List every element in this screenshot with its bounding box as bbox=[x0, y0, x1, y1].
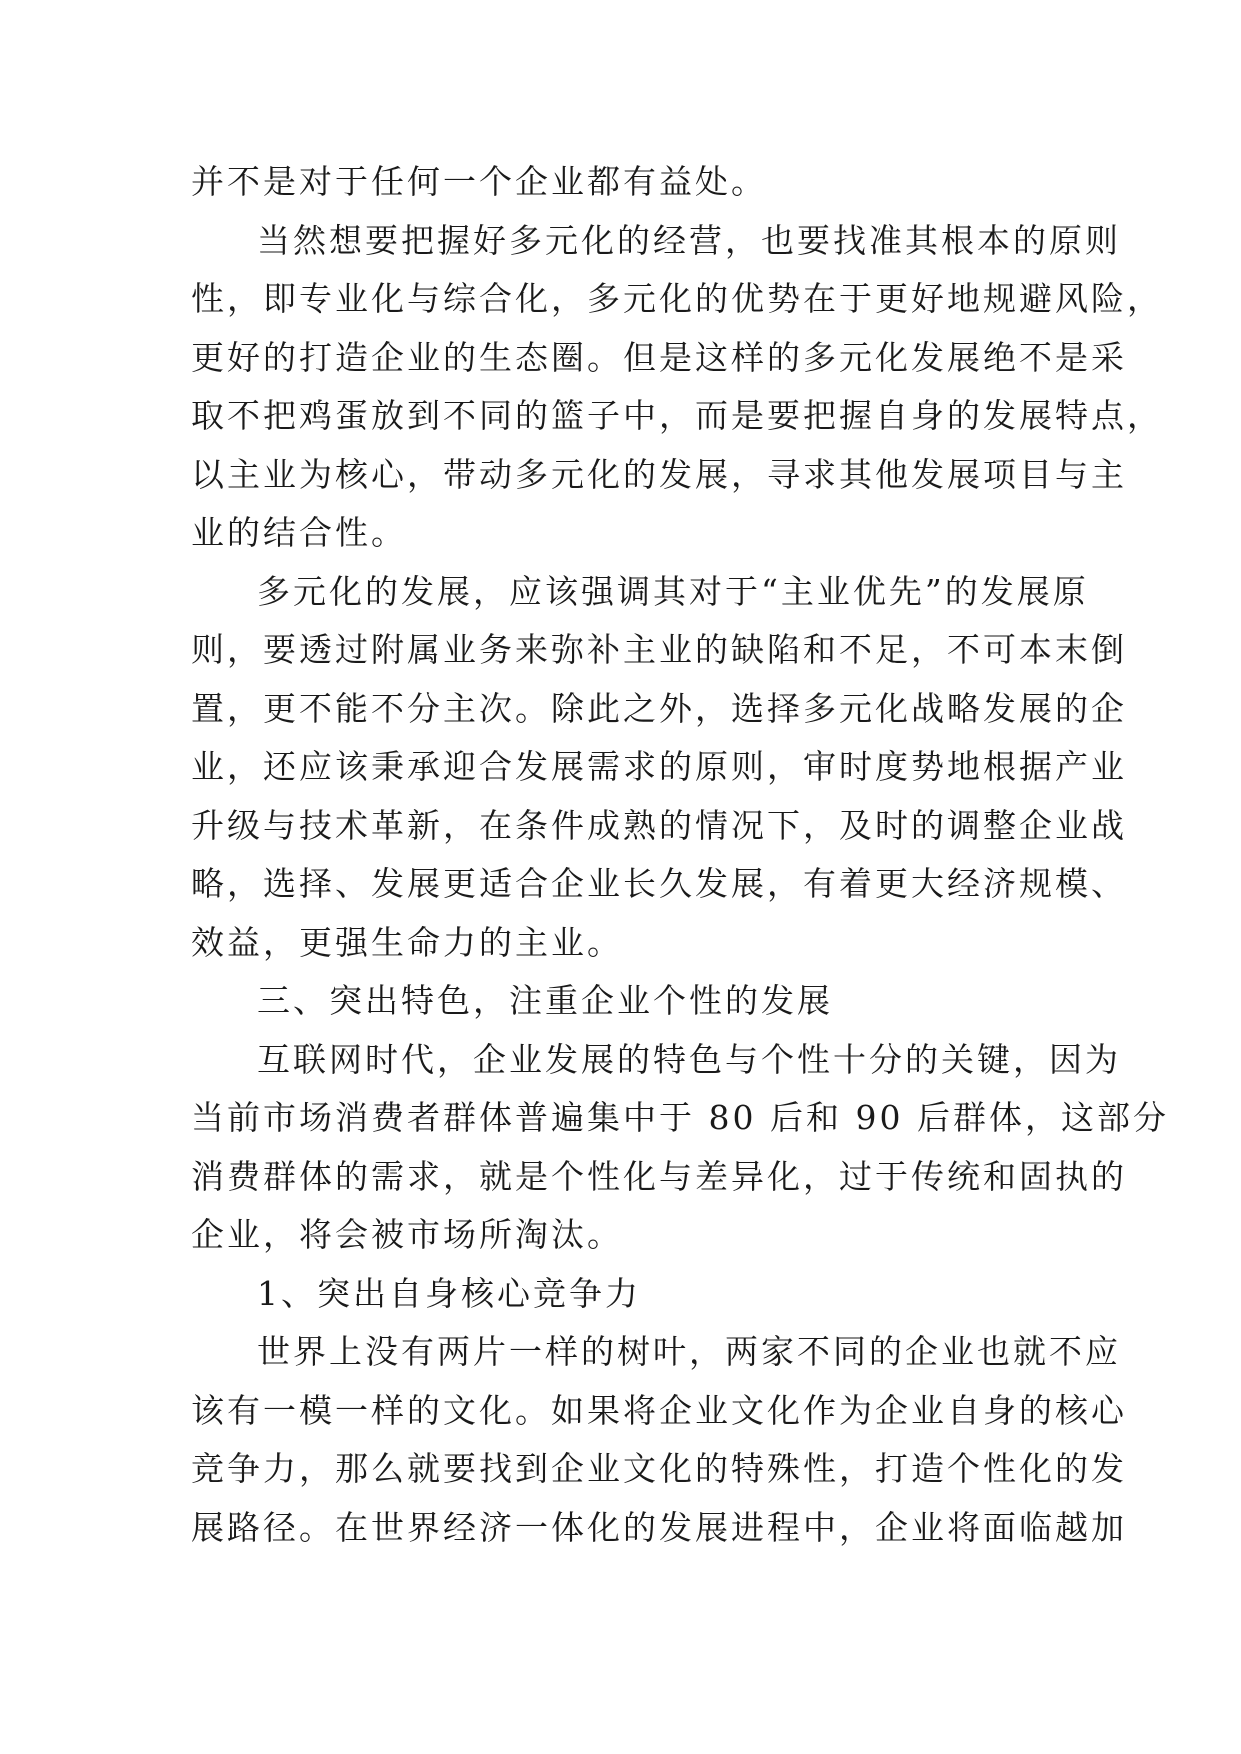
text-line: 消费群体的需求，就是个性化与差异化，过于传统和固执的 bbox=[191, 1156, 1127, 1196]
text-line: 竞争力，那么就要找到企业文化的特殊性，打造个性化的发 bbox=[191, 1449, 1127, 1488]
text-line: 则，要透过附属业务来弥补主业的缺陷和不足，不可本末倒 bbox=[191, 630, 1127, 669]
text-line: 当然想要把握好多元化的经营，也要找准其根本的原则 bbox=[257, 220, 1121, 260]
body-text bbox=[191, 153, 1169, 1557]
text-line: 该有一模一样的文化。如果将企业文化作为企业自身的核心 bbox=[191, 1390, 1127, 1430]
text-line: 业，还应该秉承迎合发展需求的原则，审时度势地根据产业 bbox=[191, 747, 1127, 786]
text-line: 性，即专业化与综合化，多元化的优势在于更好地规避风险， bbox=[191, 279, 1163, 318]
text-line: 置，更不能不分主次。除此之外，选择多元化战略发展的企 bbox=[191, 688, 1127, 728]
text-line: 展路径。在世界经济一体化的发展进程中，企业将面临越加 bbox=[191, 1507, 1127, 1547]
text-line: 当前市场消费者群体普遍集中于 80 后和 90 后群体，这部分 bbox=[191, 1098, 1169, 1137]
text-line: 以主业为核心，带动多元化的发展，寻求其他发展项目与主 bbox=[191, 454, 1127, 494]
text-line: 略，选择、发展更适合企业长久发展，有着更大经济规模、 bbox=[191, 864, 1127, 903]
text-line: 世界上没有两片一样的树叶，两家不同的企业也就不应 bbox=[257, 1332, 1121, 1371]
text-line: 互联网时代，企业发展的特色与个性十分的关键，因为 bbox=[257, 1039, 1121, 1079]
text-line: 效益，更强生命力的主业。 bbox=[191, 922, 623, 962]
text-line: 业的结合性。 bbox=[191, 513, 407, 552]
text-line: 多元化的发展，应该强调其对于“主业优先”的发展原 bbox=[257, 571, 1089, 611]
text-line: 取不把鸡蛋放到不同的篮子中，而是要把握自身的发展特点， bbox=[191, 396, 1163, 435]
text-line: 升级与技术革新，在条件成熟的情况下，及时的调整企业战 bbox=[191, 805, 1127, 845]
text-line: 更好的打造企业的生态圈。但是这样的多元化发展绝不是采 bbox=[191, 337, 1127, 377]
text-line: 企业，将会被市场所淘汰。 bbox=[191, 1215, 623, 1254]
text-line: 并不是对于任何一个企业都有益处。 bbox=[191, 162, 767, 201]
section-heading: 三、突出特色，注重企业个性的发展 bbox=[257, 981, 833, 1020]
subsection-heading: 1、突出自身核心竞争力 bbox=[257, 1273, 641, 1313]
